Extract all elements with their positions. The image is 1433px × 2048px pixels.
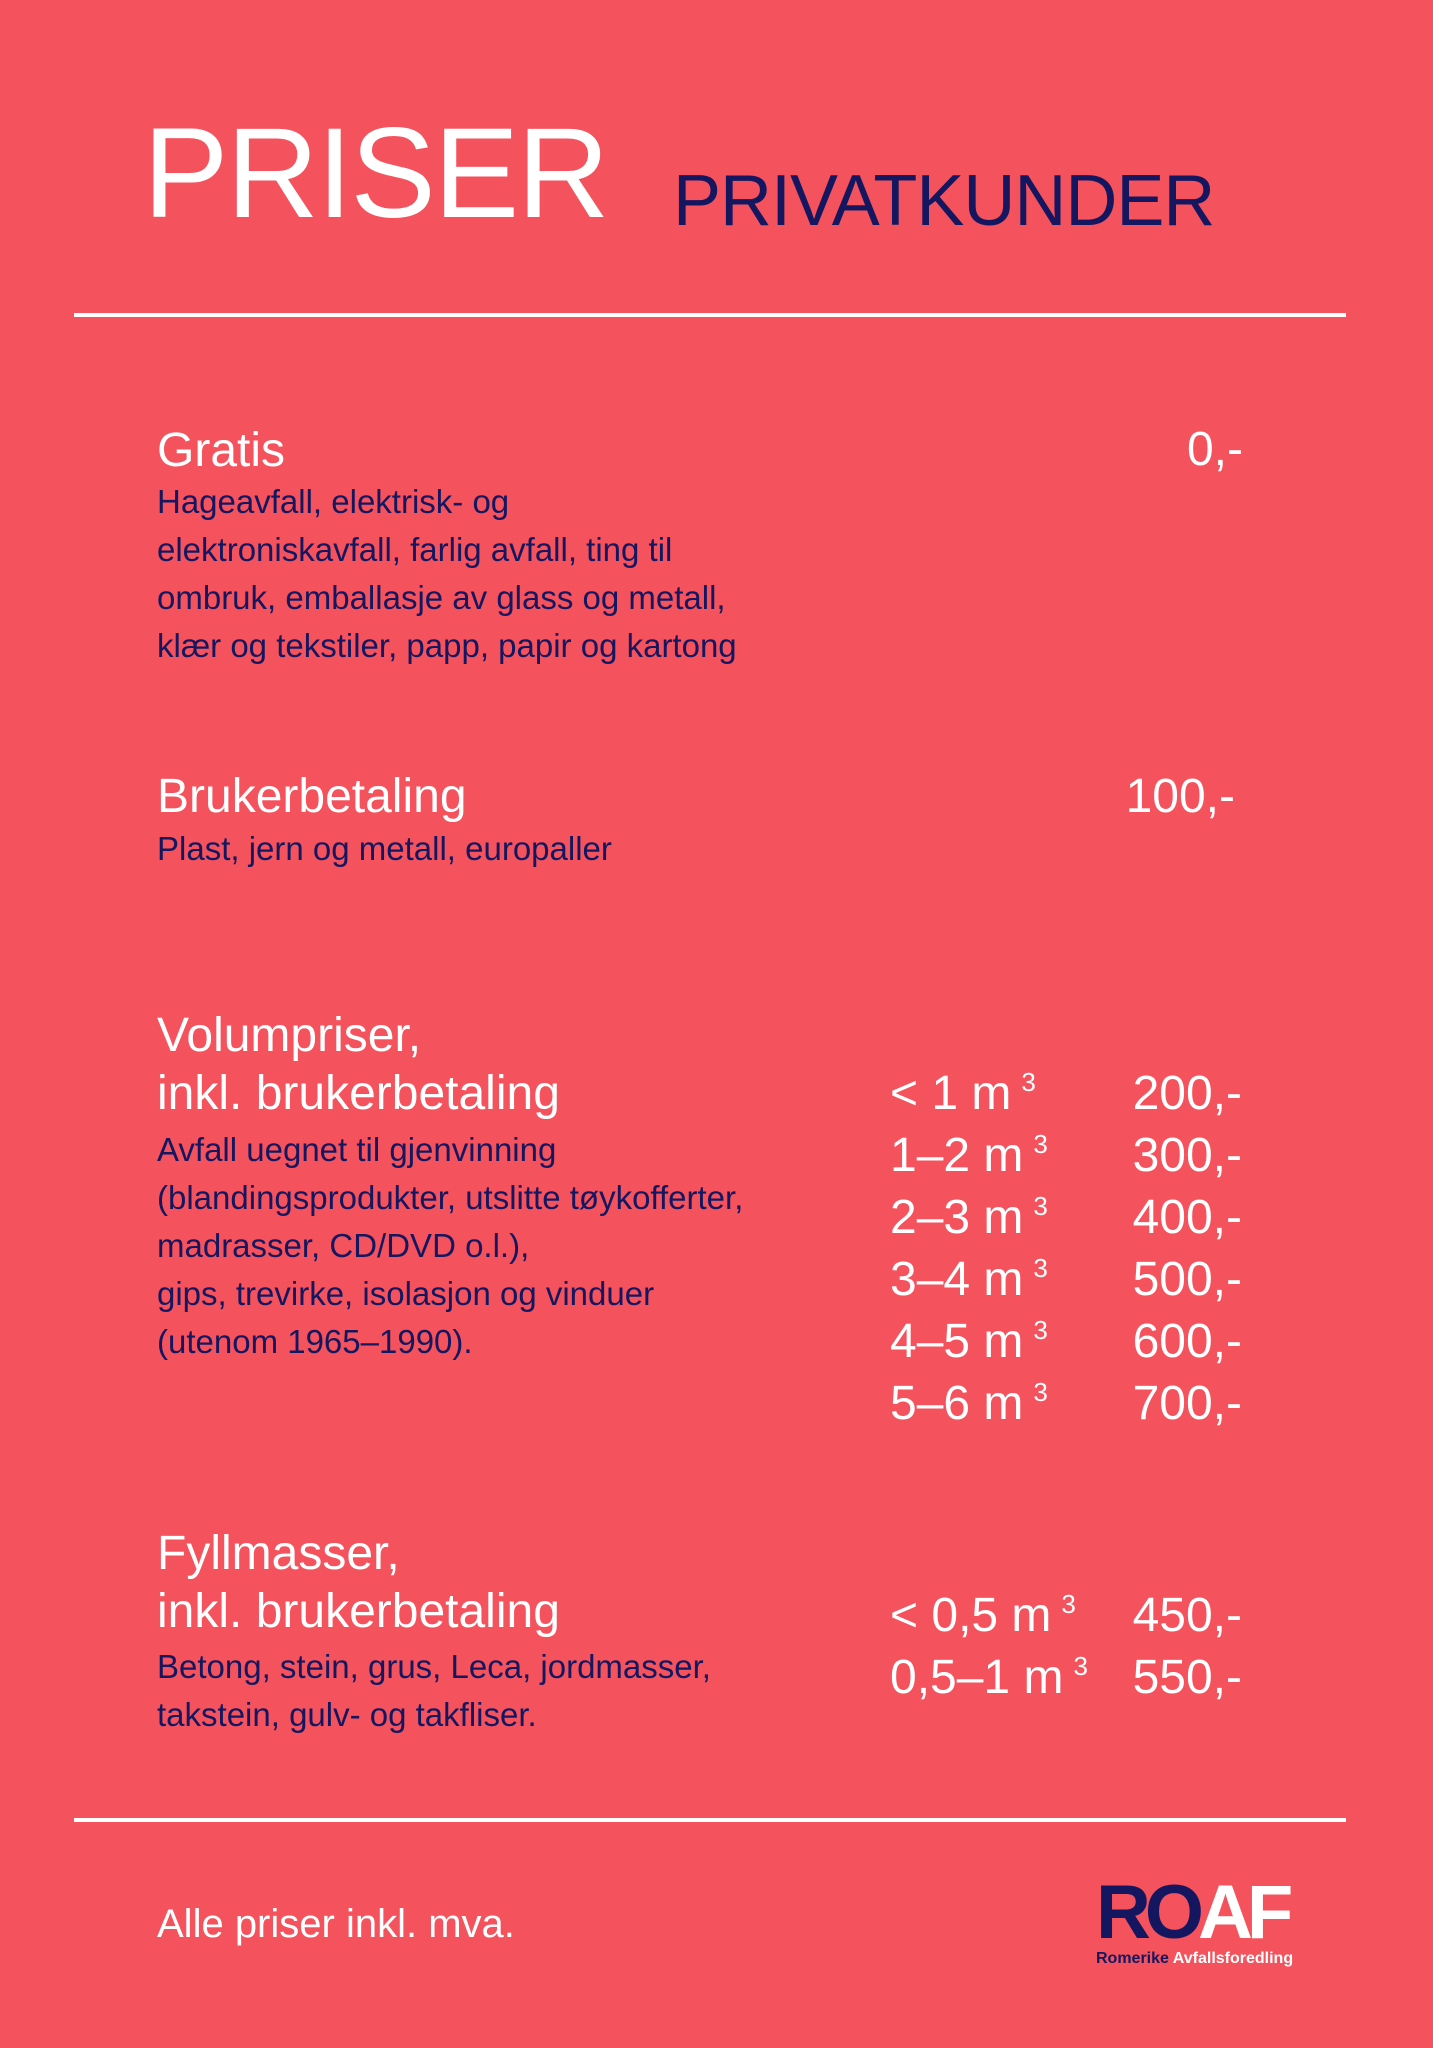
volume-range: 3–4 m $^3$ bbox=[890, 1253, 1048, 1306]
volumpriser-description bbox=[157, 1126, 743, 1366]
fill-mass-price-table bbox=[890, 1585, 1242, 1709]
cubic-exponent: 3 bbox=[1033, 1377, 1048, 1407]
description-line: gips, trevirke, isolasjon og vinduer bbox=[157, 1275, 655, 1312]
volumpriser-heading bbox=[157, 1007, 560, 1123]
description-line: madrasser, CD/DVD o.l.), bbox=[157, 1227, 530, 1264]
fyllmasser-heading bbox=[157, 1525, 560, 1641]
page-subtitle: PRIVATKUNDER bbox=[673, 161, 1215, 241]
volume-range: < 1 m $^3$ bbox=[890, 1067, 1036, 1120]
price-row bbox=[890, 1373, 1242, 1435]
description-line: Betong, stein, grus, Leca, jordmasser, bbox=[157, 1648, 711, 1685]
price-row bbox=[890, 1187, 1242, 1249]
logo-wordmark: ROAF bbox=[1096, 1870, 1288, 1955]
cubic-exponent: 3 bbox=[1061, 1589, 1076, 1619]
description-line: Hageavfall, elektrisk- og bbox=[157, 483, 510, 520]
description-line: klær og tekstiler, papp, papir og kartong bbox=[157, 627, 737, 664]
gratis-heading: Gratis bbox=[157, 424, 286, 477]
volume-price: 500,- bbox=[1132, 1253, 1242, 1306]
volume-price-table bbox=[890, 1063, 1242, 1435]
volume-range: 2–3 m $^3$ bbox=[890, 1191, 1048, 1244]
description-line: (utenom 1965–1990). bbox=[157, 1323, 473, 1360]
volume-price: 400,- bbox=[1132, 1191, 1242, 1244]
volume-range: < 0,5 m $^3$ bbox=[890, 1589, 1076, 1642]
price-row bbox=[890, 1249, 1242, 1311]
page-title: PRISER bbox=[143, 102, 608, 245]
gratis-price: 0,- bbox=[1186, 423, 1243, 476]
description-line: ombruk, emballasje av glass og metall, bbox=[157, 579, 726, 616]
price-row bbox=[890, 1585, 1242, 1647]
volume-range: 5–6 m $^3$ bbox=[890, 1377, 1048, 1430]
volume-price: 700,- bbox=[1132, 1377, 1242, 1430]
brukerbetaling-heading: Brukerbetaling bbox=[157, 770, 467, 823]
price-row bbox=[890, 1063, 1242, 1125]
vat-note: Alle priser inkl. mva. bbox=[157, 1902, 515, 1946]
description-line: Avfall uegnet til gjenvinning bbox=[157, 1131, 557, 1168]
cubic-exponent: 3 bbox=[1033, 1191, 1048, 1221]
description-line: (blandingsprodukter, utslitte tøykofferter, bbox=[157, 1179, 744, 1216]
volume-price: 300,- bbox=[1132, 1129, 1242, 1182]
cubic-exponent: 3 bbox=[1021, 1067, 1036, 1097]
volume-range: 4–5 m $^3$ bbox=[890, 1315, 1048, 1368]
heading-line: inkl. brukerbetaling bbox=[157, 1067, 560, 1120]
volume-range: 1–2 m $^3$ bbox=[890, 1129, 1048, 1182]
heading-line: Volumpriser, bbox=[157, 1009, 422, 1062]
brukerbetaling-price: 100,- bbox=[1125, 770, 1235, 823]
cubic-exponent: 3 bbox=[1073, 1651, 1088, 1681]
cubic-exponent: 3 bbox=[1033, 1315, 1048, 1345]
price-row bbox=[890, 1647, 1242, 1709]
top-divider bbox=[74, 313, 1346, 317]
heading-line: Fyllmasser, bbox=[157, 1527, 400, 1580]
logo-tagline: Romerike Avfallsforedling bbox=[1096, 1950, 1294, 1967]
cubic-exponent: 3 bbox=[1033, 1129, 1048, 1159]
heading-line: inkl. brukerbetaling bbox=[157, 1585, 560, 1638]
gratis-description bbox=[157, 478, 737, 670]
description-line: Plast, jern og metall, europaller bbox=[157, 830, 612, 867]
price-row bbox=[890, 1311, 1242, 1373]
brukerbetaling-description bbox=[157, 825, 612, 873]
volume-price: 450,- bbox=[1132, 1589, 1242, 1642]
price-row bbox=[890, 1125, 1242, 1187]
roaf-logo bbox=[1096, 1870, 1302, 1970]
description-line: takstein, gulv- og takfliser. bbox=[157, 1696, 537, 1733]
cubic-exponent: 3 bbox=[1033, 1253, 1048, 1283]
volume-price: 550,- bbox=[1132, 1651, 1242, 1704]
description-line: elektroniskavfall, farlig avfall, ting til bbox=[157, 531, 673, 568]
volume-range: 0,5–1 m $^3$ bbox=[890, 1651, 1088, 1704]
bottom-divider bbox=[74, 1818, 1346, 1822]
volume-price: 200,- bbox=[1132, 1067, 1242, 1120]
volume-price: 600,- bbox=[1132, 1315, 1242, 1368]
fyllmasser-description bbox=[157, 1643, 711, 1739]
